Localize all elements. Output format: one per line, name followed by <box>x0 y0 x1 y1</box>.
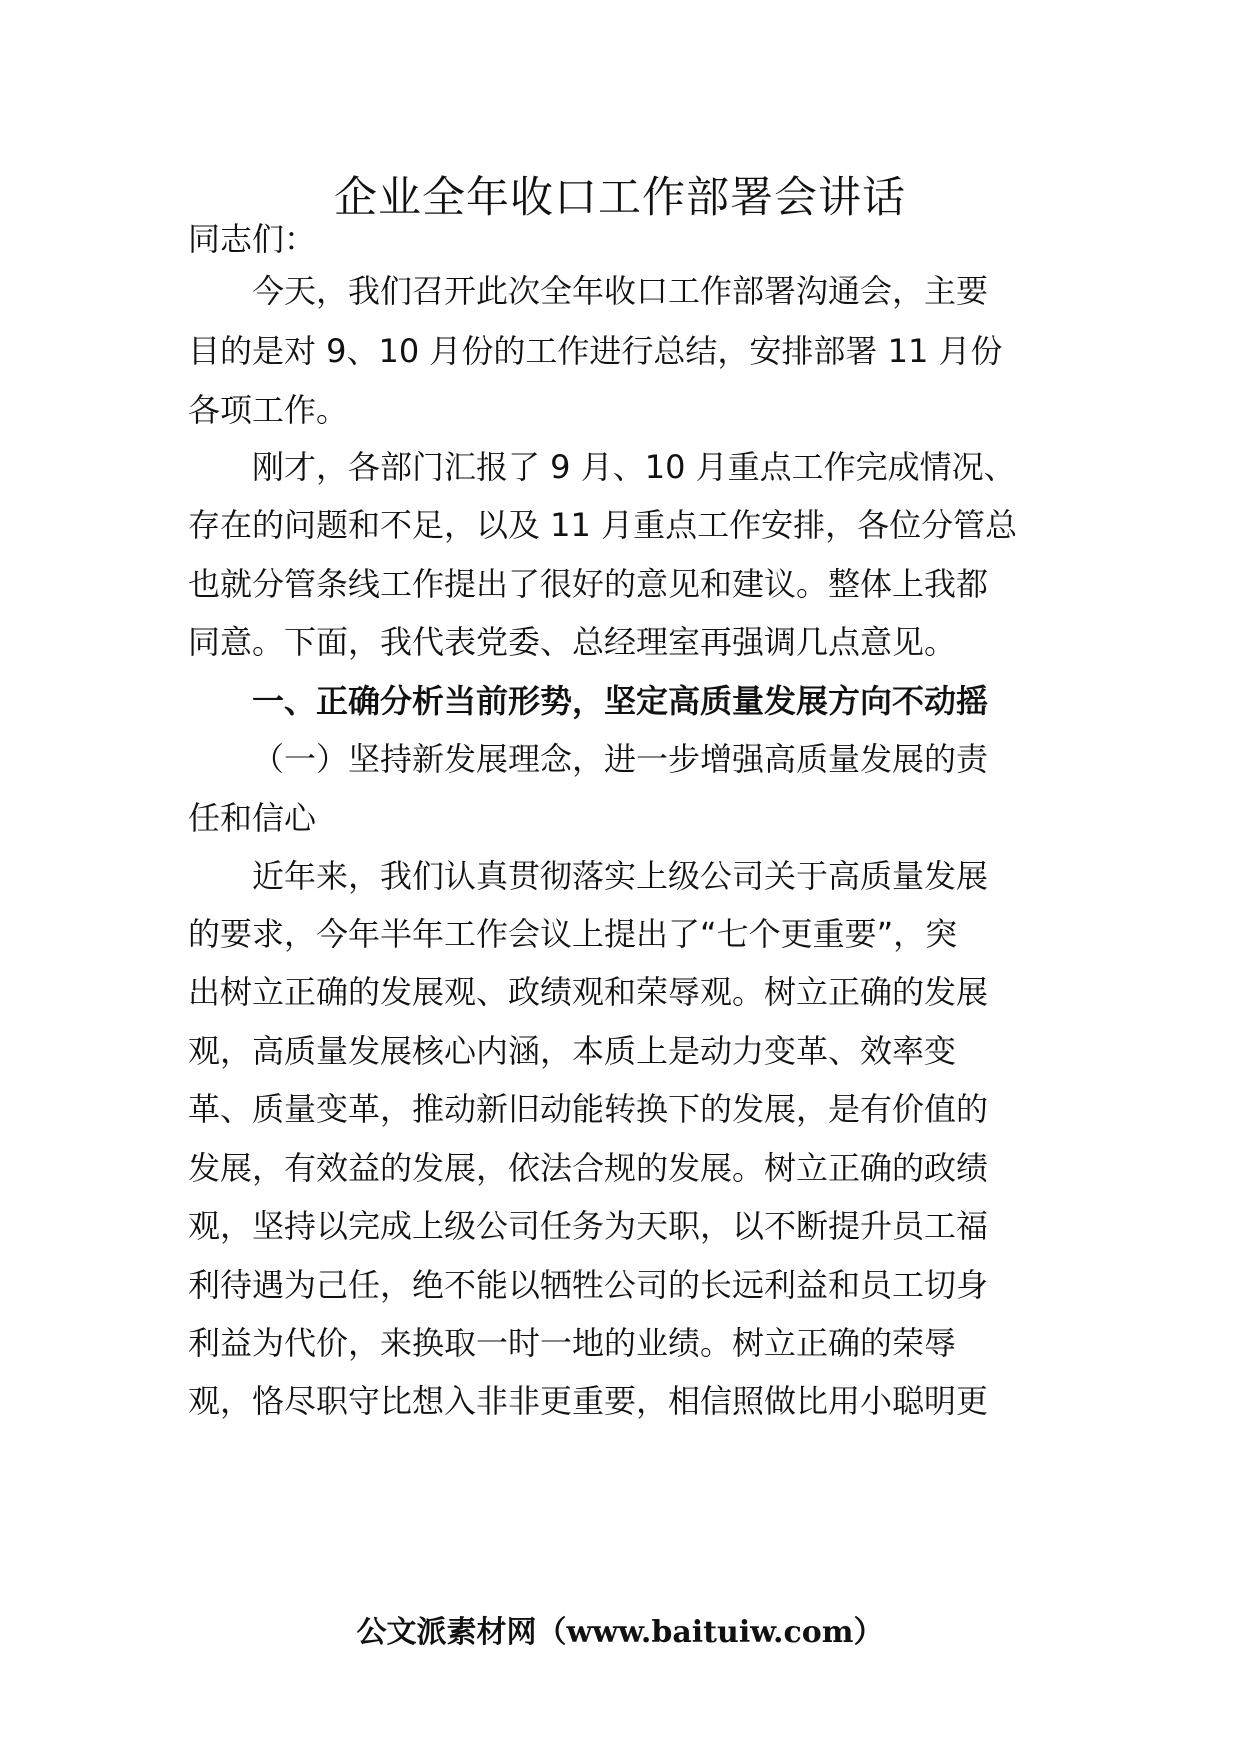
paragraph-line: 刚才，各部门汇报了 9 月、10 月重点工作完成情况、 <box>252 448 1016 486</box>
paragraph-line: 今天，我们召开此次全年收口工作部署沟通会，主要 <box>252 272 989 310</box>
document-title: 企业全年收口工作部署会讲话 <box>334 173 906 223</box>
paragraph-line: 出树立正确的发展观、政绩观和荣辱观。树立正确的发展 <box>188 973 989 1011</box>
paragraph-line: 目的是对 9、10 月份的工作进行总结，安排部署 11 月份 <box>188 332 1003 370</box>
subsection-heading: （一）坚持新发展理念，进一步增强高质量发展的责 <box>252 740 989 778</box>
paragraph-line: 革、质量变革，推动新旧动能转换下的发展，是有价值的 <box>188 1090 989 1128</box>
section-heading: 一、正确分析当前形势，坚定高质量发展方向不动摇 <box>252 682 989 720</box>
paragraph-line: 观，恪尽职守比想入非非更重要，相信照做比用小聪明更 <box>188 1382 989 1420</box>
paragraph-line: 存在的问题和不足，以及 11 月重点工作安排，各位分管总 <box>188 506 1018 544</box>
paragraph-line: 观，坚持以完成上级公司任务为天职，以不断提升员工福 <box>188 1207 989 1245</box>
paragraph-line: 同意。下面，我代表党委、总经理室再强调几点意见。 <box>188 623 957 661</box>
paragraph-line: 各项工作。 <box>188 391 349 429</box>
paragraph-line: 近年来，我们认真贯彻落实上级公司关于高质量发展 <box>252 857 989 895</box>
paragraph-line: 的要求，今年半年工作会议上提出了“七个更重要”，突 <box>188 915 958 953</box>
paragraph-line: 观，高质量发展核心内涵，本质上是动力变革、效率变 <box>188 1032 957 1070</box>
subsection-heading-continued: 任和信心 <box>188 799 317 837</box>
salutation: 同志们： <box>188 220 317 258</box>
paragraph-line: 发展，有效益的发展，依法合规的发展。树立正确的政绩 <box>188 1149 989 1187</box>
source-watermark: 公文派素材网（www.baituiw.com） <box>356 1615 884 1650</box>
paragraph-line: 利益为代价，来换取一时一地的业绩。树立正确的荣辱 <box>188 1324 957 1362</box>
paragraph-line: 利待遇为己任，绝不能以牺牲公司的长远利益和员工切身 <box>188 1266 989 1304</box>
paragraph-line: 也就分管条线工作提出了很好的意见和建议。整体上我都 <box>188 565 989 603</box>
